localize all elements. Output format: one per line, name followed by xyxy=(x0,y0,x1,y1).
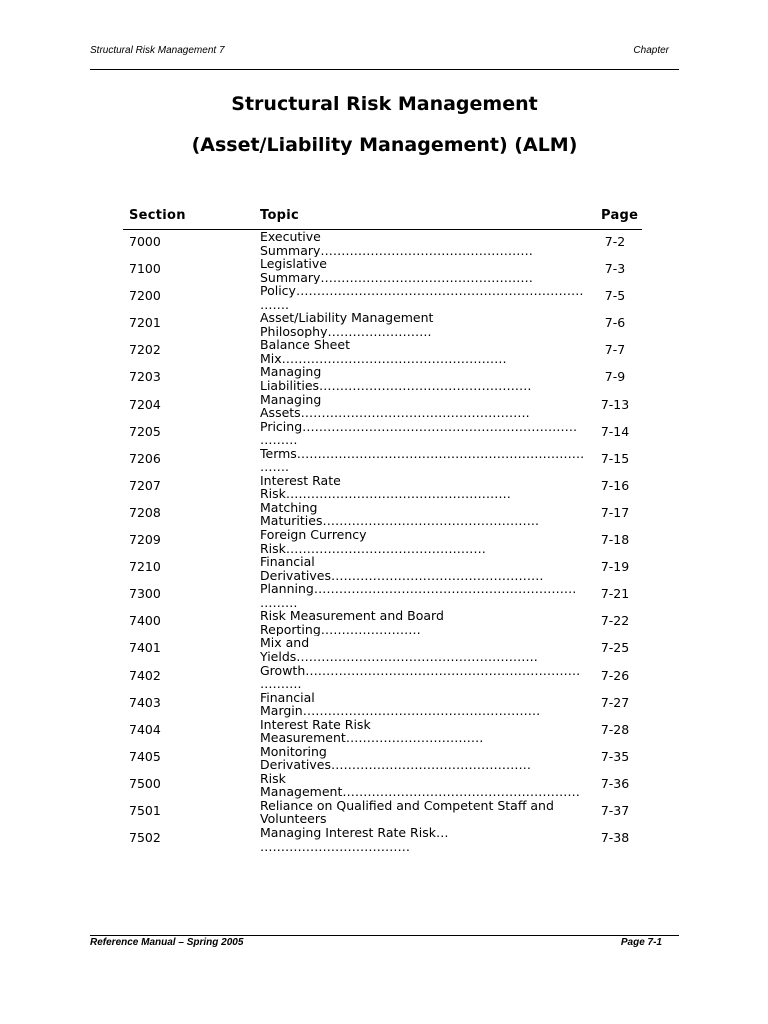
toc-section-number: 7502 xyxy=(129,830,161,846)
column-header-section: Section xyxy=(129,208,186,223)
toc-page-number: 7-21 xyxy=(600,586,630,602)
toc-page-number: 7-16 xyxy=(600,477,630,493)
toc-row xyxy=(0,364,768,391)
toc-topic-link[interactable]: Financial Margin………………………………………………… xyxy=(260,690,541,718)
toc-section-number: 7400 xyxy=(129,613,161,629)
toc-row xyxy=(0,690,768,717)
toc-section-number: 7500 xyxy=(129,775,161,791)
toc-page-number: 7-18 xyxy=(600,532,630,548)
toc-page-number: 7-38 xyxy=(600,830,630,846)
toc-row xyxy=(0,825,768,852)
toc-section-number: 7405 xyxy=(129,748,161,764)
toc-topic-link[interactable]: Managing Interest Rate Risk… ……………………………… xyxy=(260,826,449,854)
toc-page-number: 7-14 xyxy=(600,423,630,439)
column-header-page: Page xyxy=(601,208,639,223)
toc-row xyxy=(0,229,768,256)
toc-row xyxy=(0,473,768,500)
toc-page-number: 7-13 xyxy=(600,396,630,412)
toc-section-number: 7205 xyxy=(129,423,161,439)
toc-topic-link[interactable]: Policy…………………………………………………………………. xyxy=(260,284,584,312)
column-header-topic: Topic xyxy=(260,208,300,223)
toc-row xyxy=(0,798,768,825)
toc-page-number: 7-17 xyxy=(600,504,630,520)
toc-topic-link[interactable]: Interest Rate Risk……………………………………………… xyxy=(260,473,511,501)
toc-topic-link[interactable]: Foreign Currency Risk………………………………………… xyxy=(260,528,486,556)
toc-section-number: 7208 xyxy=(129,504,161,520)
toc-topic-link[interactable]: Risk Management………………………………………………… xyxy=(260,771,580,799)
toc-row xyxy=(0,663,768,690)
page-subtitle: (Asset/Liability Management) (ALM) xyxy=(191,134,578,156)
toc-section-number: 7100 xyxy=(129,261,161,277)
toc-topic-link[interactable]: Risk Measurement and Board Reporting…………………… xyxy=(260,609,444,637)
footer-page-number: Page 7-1 xyxy=(620,937,662,948)
toc-row xyxy=(0,392,768,419)
toc-page-number: 7-3 xyxy=(604,261,626,277)
toc-page-number: 7-15 xyxy=(600,450,630,466)
toc-topic-link[interactable]: Matching Maturities……………………………………………. xyxy=(260,500,539,528)
toc-topic-link[interactable]: Growth…………………………………………………………………. xyxy=(260,663,581,691)
toc-topic-link[interactable]: Mix and Yields…………………………………………………. xyxy=(260,636,538,664)
toc-section-number: 7403 xyxy=(129,694,161,710)
toc-topic-link[interactable]: Managing Liabilities…………………………………………… xyxy=(260,365,532,393)
toc-row xyxy=(0,310,768,337)
toc-page-number: 7-26 xyxy=(600,667,630,683)
toc-page-number: 7-37 xyxy=(600,802,630,818)
toc-section-number: 7209 xyxy=(129,532,161,548)
toc-topic-link[interactable]: Financial Derivatives…………………………………………… xyxy=(260,555,544,583)
toc-section-number: 7204 xyxy=(129,396,161,412)
toc-section-number: 7000 xyxy=(129,234,161,249)
toc-table xyxy=(0,229,768,852)
toc-page-number: 7-25 xyxy=(600,640,630,656)
toc-row xyxy=(0,446,768,473)
toc-page-number: 7-9 xyxy=(604,369,626,385)
toc-row xyxy=(0,256,768,283)
footer-divider xyxy=(90,935,679,936)
toc-row xyxy=(0,283,768,310)
toc-row xyxy=(0,717,768,744)
toc-page-number: 7-5 xyxy=(604,288,626,304)
toc-section-number: 7207 xyxy=(129,477,161,493)
toc-page-number: 7-2 xyxy=(604,234,626,249)
toc-row xyxy=(0,771,768,798)
toc-topic-link[interactable]: Balance Sheet Mix……………………………………………… xyxy=(260,338,507,366)
toc-section-number: 7201 xyxy=(129,315,161,331)
toc-topic-link[interactable]: Interest Rate Risk Measurement…………………………… xyxy=(260,717,484,745)
toc-topic-link[interactable]: Reliance on Qualified and Competent Staff and Volunteers xyxy=(260,798,554,826)
toc-section-number: 7206 xyxy=(129,450,161,466)
toc-topic-link[interactable]: Asset/Liability Management Philosophy……………………. xyxy=(260,311,434,339)
toc-page-number: 7-28 xyxy=(600,721,630,737)
toc-page-number: 7-7 xyxy=(604,342,626,358)
toc-topic-link[interactable]: Pricing………………………………………………………………… xyxy=(260,419,578,447)
toc-page-number: 7-27 xyxy=(600,694,630,710)
toc-topic-link[interactable]: Planning……………………………………………………………… xyxy=(260,582,577,610)
toc-row xyxy=(0,554,768,581)
footer-manual-title: Reference Manual – Spring 2005 xyxy=(90,937,244,948)
toc-page-number: 7-6 xyxy=(604,315,626,331)
header-divider xyxy=(90,69,679,70)
toc-section-number: 7404 xyxy=(129,721,161,737)
toc-topic-link[interactable]: Executive Summary…………………………………………… xyxy=(260,230,533,257)
toc-section-number: 7402 xyxy=(129,667,161,683)
toc-page-number: 7-36 xyxy=(600,775,630,791)
running-header-title: Structural Risk Management 7 xyxy=(90,45,225,56)
page-title: Structural Risk Management xyxy=(231,93,538,115)
toc-page-number: 7-22 xyxy=(600,613,630,629)
toc-section-number: 7202 xyxy=(129,342,161,358)
toc-row xyxy=(0,635,768,662)
toc-row xyxy=(0,419,768,446)
toc-page-number: 7-19 xyxy=(600,559,630,575)
toc-page-number: 7-35 xyxy=(600,748,630,764)
toc-topic-link[interactable]: Managing Assets………………………………………………. xyxy=(260,392,530,420)
toc-row xyxy=(0,500,768,527)
toc-section-number: 7300 xyxy=(129,586,161,602)
toc-topic-link[interactable]: Monitoring Derivatives………………………………………… xyxy=(260,744,531,772)
running-header-chapter: Chapter xyxy=(633,45,669,56)
toc-row xyxy=(0,744,768,771)
toc-topic-link[interactable]: Legislative Summary…………………………………………… xyxy=(260,257,533,285)
toc-section-number: 7210 xyxy=(129,559,161,575)
toc-row xyxy=(0,581,768,608)
toc-row xyxy=(0,337,768,364)
toc-topic-link[interactable]: Terms…………………………………………………………………. xyxy=(260,446,585,474)
toc-section-number: 7401 xyxy=(129,640,161,656)
toc-section-number: 7200 xyxy=(129,288,161,304)
toc-row xyxy=(0,608,768,635)
toc-section-number: 7501 xyxy=(129,802,161,818)
toc-section-number: 7203 xyxy=(129,369,161,385)
toc-row xyxy=(0,527,768,554)
